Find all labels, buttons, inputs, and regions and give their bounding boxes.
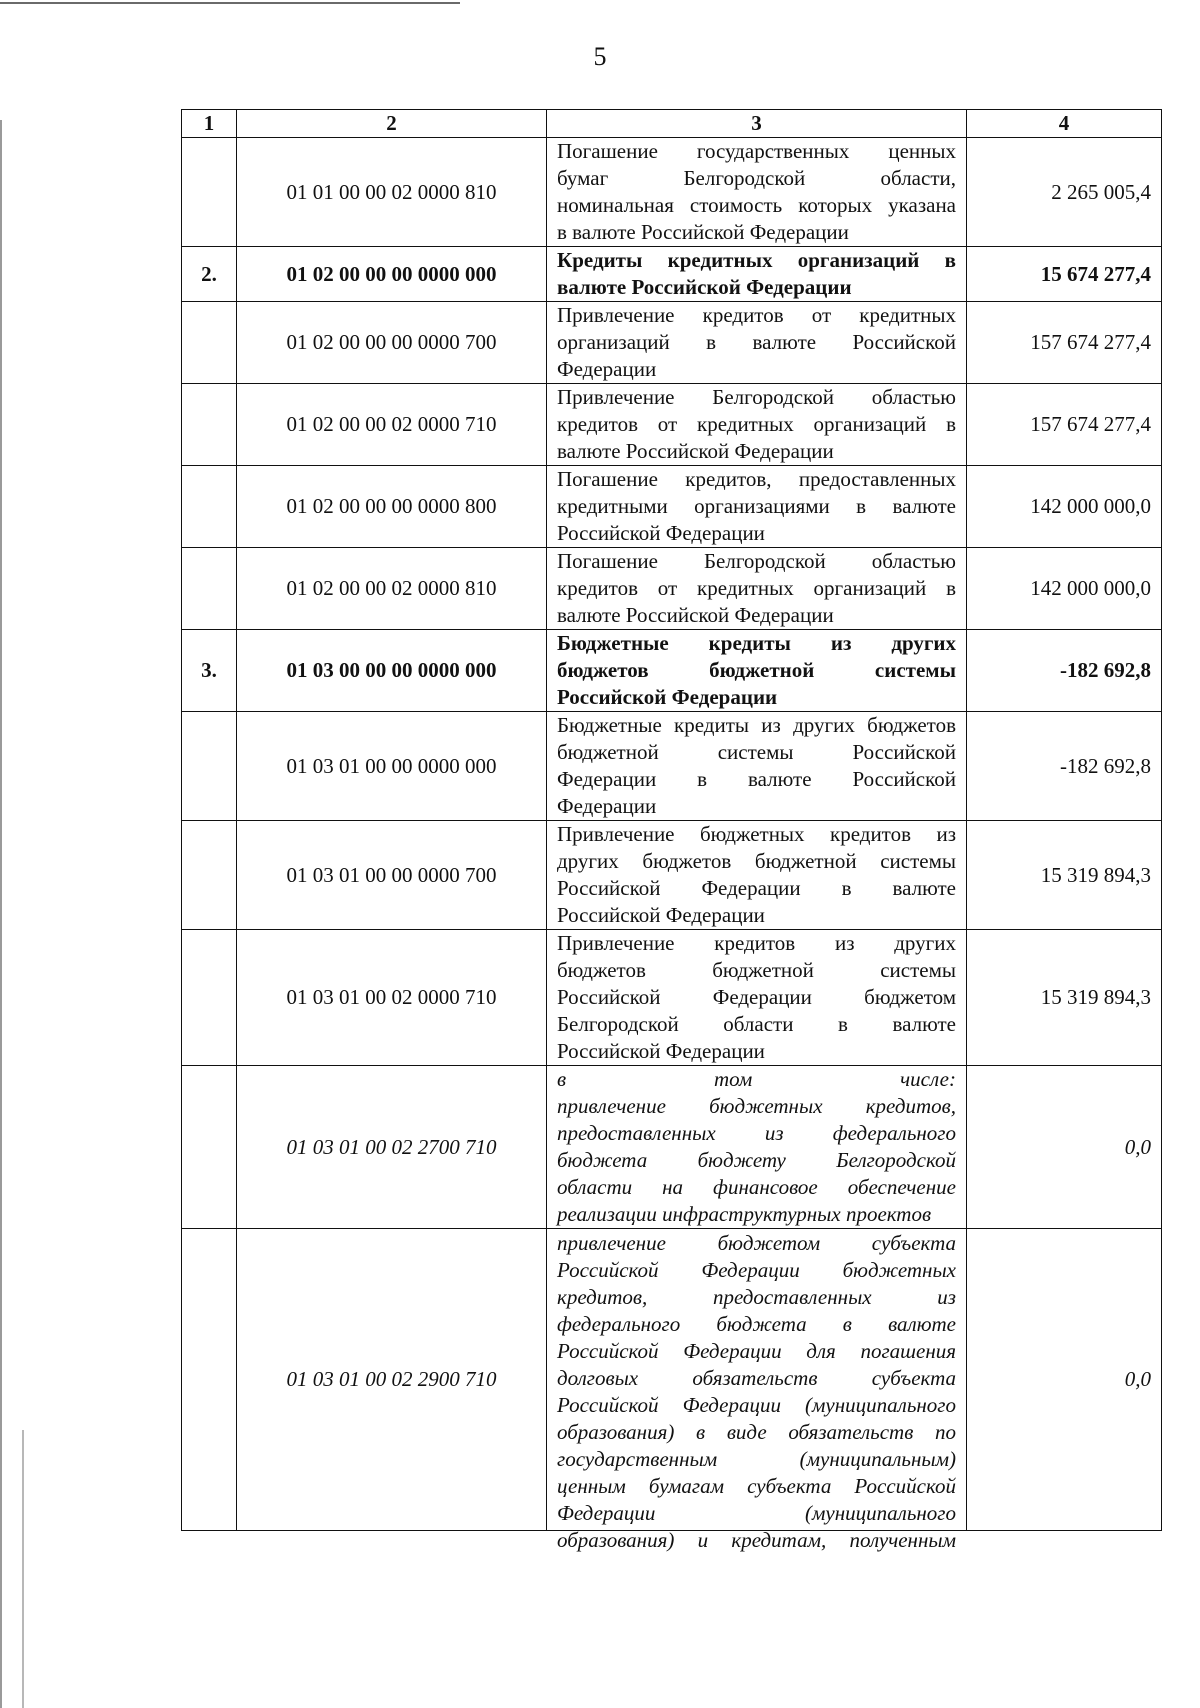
- source-name-line: Федерации: [557, 357, 657, 381]
- budget-sources-table: [181, 109, 1162, 1552]
- source-name: [547, 821, 967, 930]
- table-row: [182, 821, 1162, 930]
- column-header: 1: [182, 110, 237, 138]
- page-number: 5: [593, 42, 607, 71]
- source-name: [547, 138, 967, 247]
- column-header: 3: [547, 110, 967, 138]
- source-name-line: образования) и кредитам, полученным: [557, 1527, 956, 1552]
- source-name-line: Привлечение кредитов от кредитных: [557, 303, 956, 327]
- row-number: 3.: [182, 630, 237, 712]
- source-name-line: реализации инфраструктурных проектов: [557, 1202, 932, 1226]
- source-name-line: кредитов от кредитных организаций в: [557, 412, 956, 436]
- amount: 15 319 894,3: [967, 930, 1162, 1066]
- source-name-line: организаций в валюте Российской: [557, 330, 956, 354]
- table-row: [182, 247, 1162, 302]
- row-number: [182, 466, 237, 548]
- amount: 15 319 894,3: [967, 821, 1162, 930]
- source-name: [547, 302, 967, 384]
- source-name-line: Федерации (муниципального: [557, 1500, 956, 1525]
- source-name-line: других бюджетов бюджетной системы: [557, 849, 956, 873]
- source-name: [547, 712, 967, 821]
- source-name-line: Бюджетные кредиты из других бюджетов: [557, 713, 956, 737]
- source-name-line: Российской Федерации: [557, 685, 778, 709]
- table-row: [182, 138, 1162, 247]
- budget-code: 01 02 00 00 00 0000 700: [237, 302, 547, 384]
- source-name-line: области на финансовое обеспечение: [557, 1175, 956, 1199]
- source-name-line: Российской Федерации: [557, 1039, 765, 1063]
- source-name-line: Кредиты кредитных организаций в: [557, 248, 956, 272]
- source-name-line: привлечение бюджетных кредитов,: [557, 1094, 956, 1118]
- source-name-line: Погашение государственных ценных: [557, 139, 956, 163]
- budget-code: 01 03 01 00 02 0000 710: [237, 930, 547, 1066]
- source-name-line: образования) в виде обязательств по: [557, 1419, 956, 1444]
- source-name-line: валюте Российской Федерации: [557, 275, 852, 299]
- table-row: [182, 712, 1162, 821]
- source-name-line: бюджета бюджету Белгородской: [557, 1148, 956, 1172]
- row-number: [182, 1066, 237, 1229]
- amount: 142 000 000,0: [967, 466, 1162, 548]
- source-name-line: Белгородской области в валюте: [557, 1012, 956, 1036]
- row-number: [182, 930, 237, 1066]
- source-name-line: валюте Российской Федерации: [557, 603, 834, 627]
- table-row: [182, 384, 1162, 466]
- table-row: [182, 302, 1162, 384]
- source-name: [547, 1066, 967, 1229]
- scan-artifact-edge: [22, 1430, 24, 1708]
- row-number: [182, 384, 237, 466]
- column-header: 4: [967, 110, 1162, 138]
- source-name-line: бюджетов бюджетной системы: [557, 958, 956, 982]
- source-name-line: номинальная стоимость которых указана: [557, 193, 956, 217]
- amount: 157 674 277,4: [967, 302, 1162, 384]
- budget-code: 01 02 00 00 02 0000 810: [237, 548, 547, 630]
- budget-code: 01 03 01 00 00 0000 000: [237, 712, 547, 821]
- budget-code: 01 02 00 00 00 0000 000: [237, 247, 547, 302]
- source-name-line: Российской Федерации: [557, 903, 765, 927]
- source-name-line: государственным (муниципальным): [557, 1446, 956, 1471]
- source-name-line: предоставленных из федерального: [557, 1121, 956, 1145]
- row-number: [182, 712, 237, 821]
- amount: 2 265 005,4: [967, 138, 1162, 247]
- budget-code: 01 03 01 00 02 2700 710: [237, 1066, 547, 1229]
- row-number: [182, 302, 237, 384]
- budget-code: 01 03 00 00 00 0000 000: [237, 630, 547, 712]
- source-name: [547, 548, 967, 630]
- source-name-line: в том числе:: [557, 1067, 956, 1091]
- amount: 15 674 277,4: [967, 247, 1162, 302]
- source-name-line: Федерации в валюте Российской: [557, 767, 956, 791]
- amount: 157 674 277,4: [967, 384, 1162, 466]
- table-row: [182, 548, 1162, 630]
- budget-code: 01 02 00 00 02 0000 710: [237, 384, 547, 466]
- source-name-line: Федерации: [557, 794, 657, 818]
- budget-code: 01 03 01 00 00 0000 700: [237, 821, 547, 930]
- source-name: [547, 630, 967, 712]
- source-name-line: ценным бумагам субъекта Российской: [557, 1473, 956, 1498]
- source-name-line: Привлечение кредитов из других: [557, 931, 956, 955]
- row-number: [182, 548, 237, 630]
- source-name-line: Российской Федерации бюджетом: [557, 985, 956, 1009]
- source-name-line: кредитными организациями в валюте: [557, 494, 956, 518]
- amount: 142 000 000,0: [967, 548, 1162, 630]
- budget-code: 01 01 00 00 02 0000 810: [237, 138, 547, 247]
- budget-code: 01 03 01 00 02 2900 710: [237, 1229, 547, 1531]
- source-name-line: Погашение кредитов, предоставленных: [557, 467, 956, 491]
- source-name-line: в валюте Российской Федерации: [557, 220, 849, 244]
- source-name-line: кредитов, предоставленных из: [557, 1284, 956, 1309]
- amount: 0,0: [967, 1229, 1162, 1531]
- source-name-line: Погашение Белгородской областью: [557, 549, 956, 573]
- row-number: [182, 138, 237, 247]
- table-header-row: [182, 110, 1162, 138]
- source-name-line: валюте Российской Федерации: [557, 439, 834, 463]
- source-name-line: бюджетов бюджетной системы: [557, 658, 956, 682]
- amount: -182 692,8: [967, 630, 1162, 712]
- source-name: [547, 930, 967, 1066]
- source-name-line: бюджетной системы Российской: [557, 740, 956, 764]
- amount: 0,0: [967, 1066, 1162, 1229]
- source-name-line: федерального бюджета в валюте: [557, 1311, 956, 1336]
- source-name-line: долговых обязательств субъекта: [557, 1365, 956, 1390]
- source-name-line: Российской Федерации: [557, 521, 765, 545]
- source-name-line: Российской Федерации (муниципального: [557, 1392, 956, 1417]
- amount: -182 692,8: [967, 712, 1162, 821]
- source-name-line: Российской Федерации бюджетных: [557, 1257, 956, 1282]
- row-number: [182, 1229, 237, 1531]
- table-row: [182, 1066, 1162, 1229]
- row-number: 2.: [182, 247, 237, 302]
- scan-artifact-line: [0, 2, 460, 4]
- source-name: [547, 247, 967, 302]
- source-name-line: Бюджетные кредиты из других: [557, 631, 956, 655]
- column-header: 2: [237, 110, 547, 138]
- source-name-line: Привлечение Белгородской областью: [557, 385, 956, 409]
- source-name: [547, 1229, 967, 1552]
- source-name: [547, 466, 967, 548]
- source-name-line: Привлечение бюджетных кредитов из: [557, 822, 956, 846]
- table-row: [182, 1229, 1162, 1531]
- table-row: [182, 630, 1162, 712]
- source-name-line: Российской Федерации для погашения: [557, 1338, 956, 1363]
- source-name-line: привлечение бюджетом субъекта: [557, 1230, 956, 1255]
- source-name: [547, 384, 967, 466]
- source-name-line: бумаг Белгородской области,: [557, 166, 956, 190]
- table-row: [182, 930, 1162, 1066]
- source-name-line: кредитов от кредитных организаций в: [557, 576, 956, 600]
- budget-code: 01 02 00 00 00 0000 800: [237, 466, 547, 548]
- table-row: [182, 466, 1162, 548]
- source-name-line: Российской Федерации в валюте: [557, 876, 956, 900]
- row-number: [182, 821, 237, 930]
- scan-artifact-edge: [0, 120, 2, 1708]
